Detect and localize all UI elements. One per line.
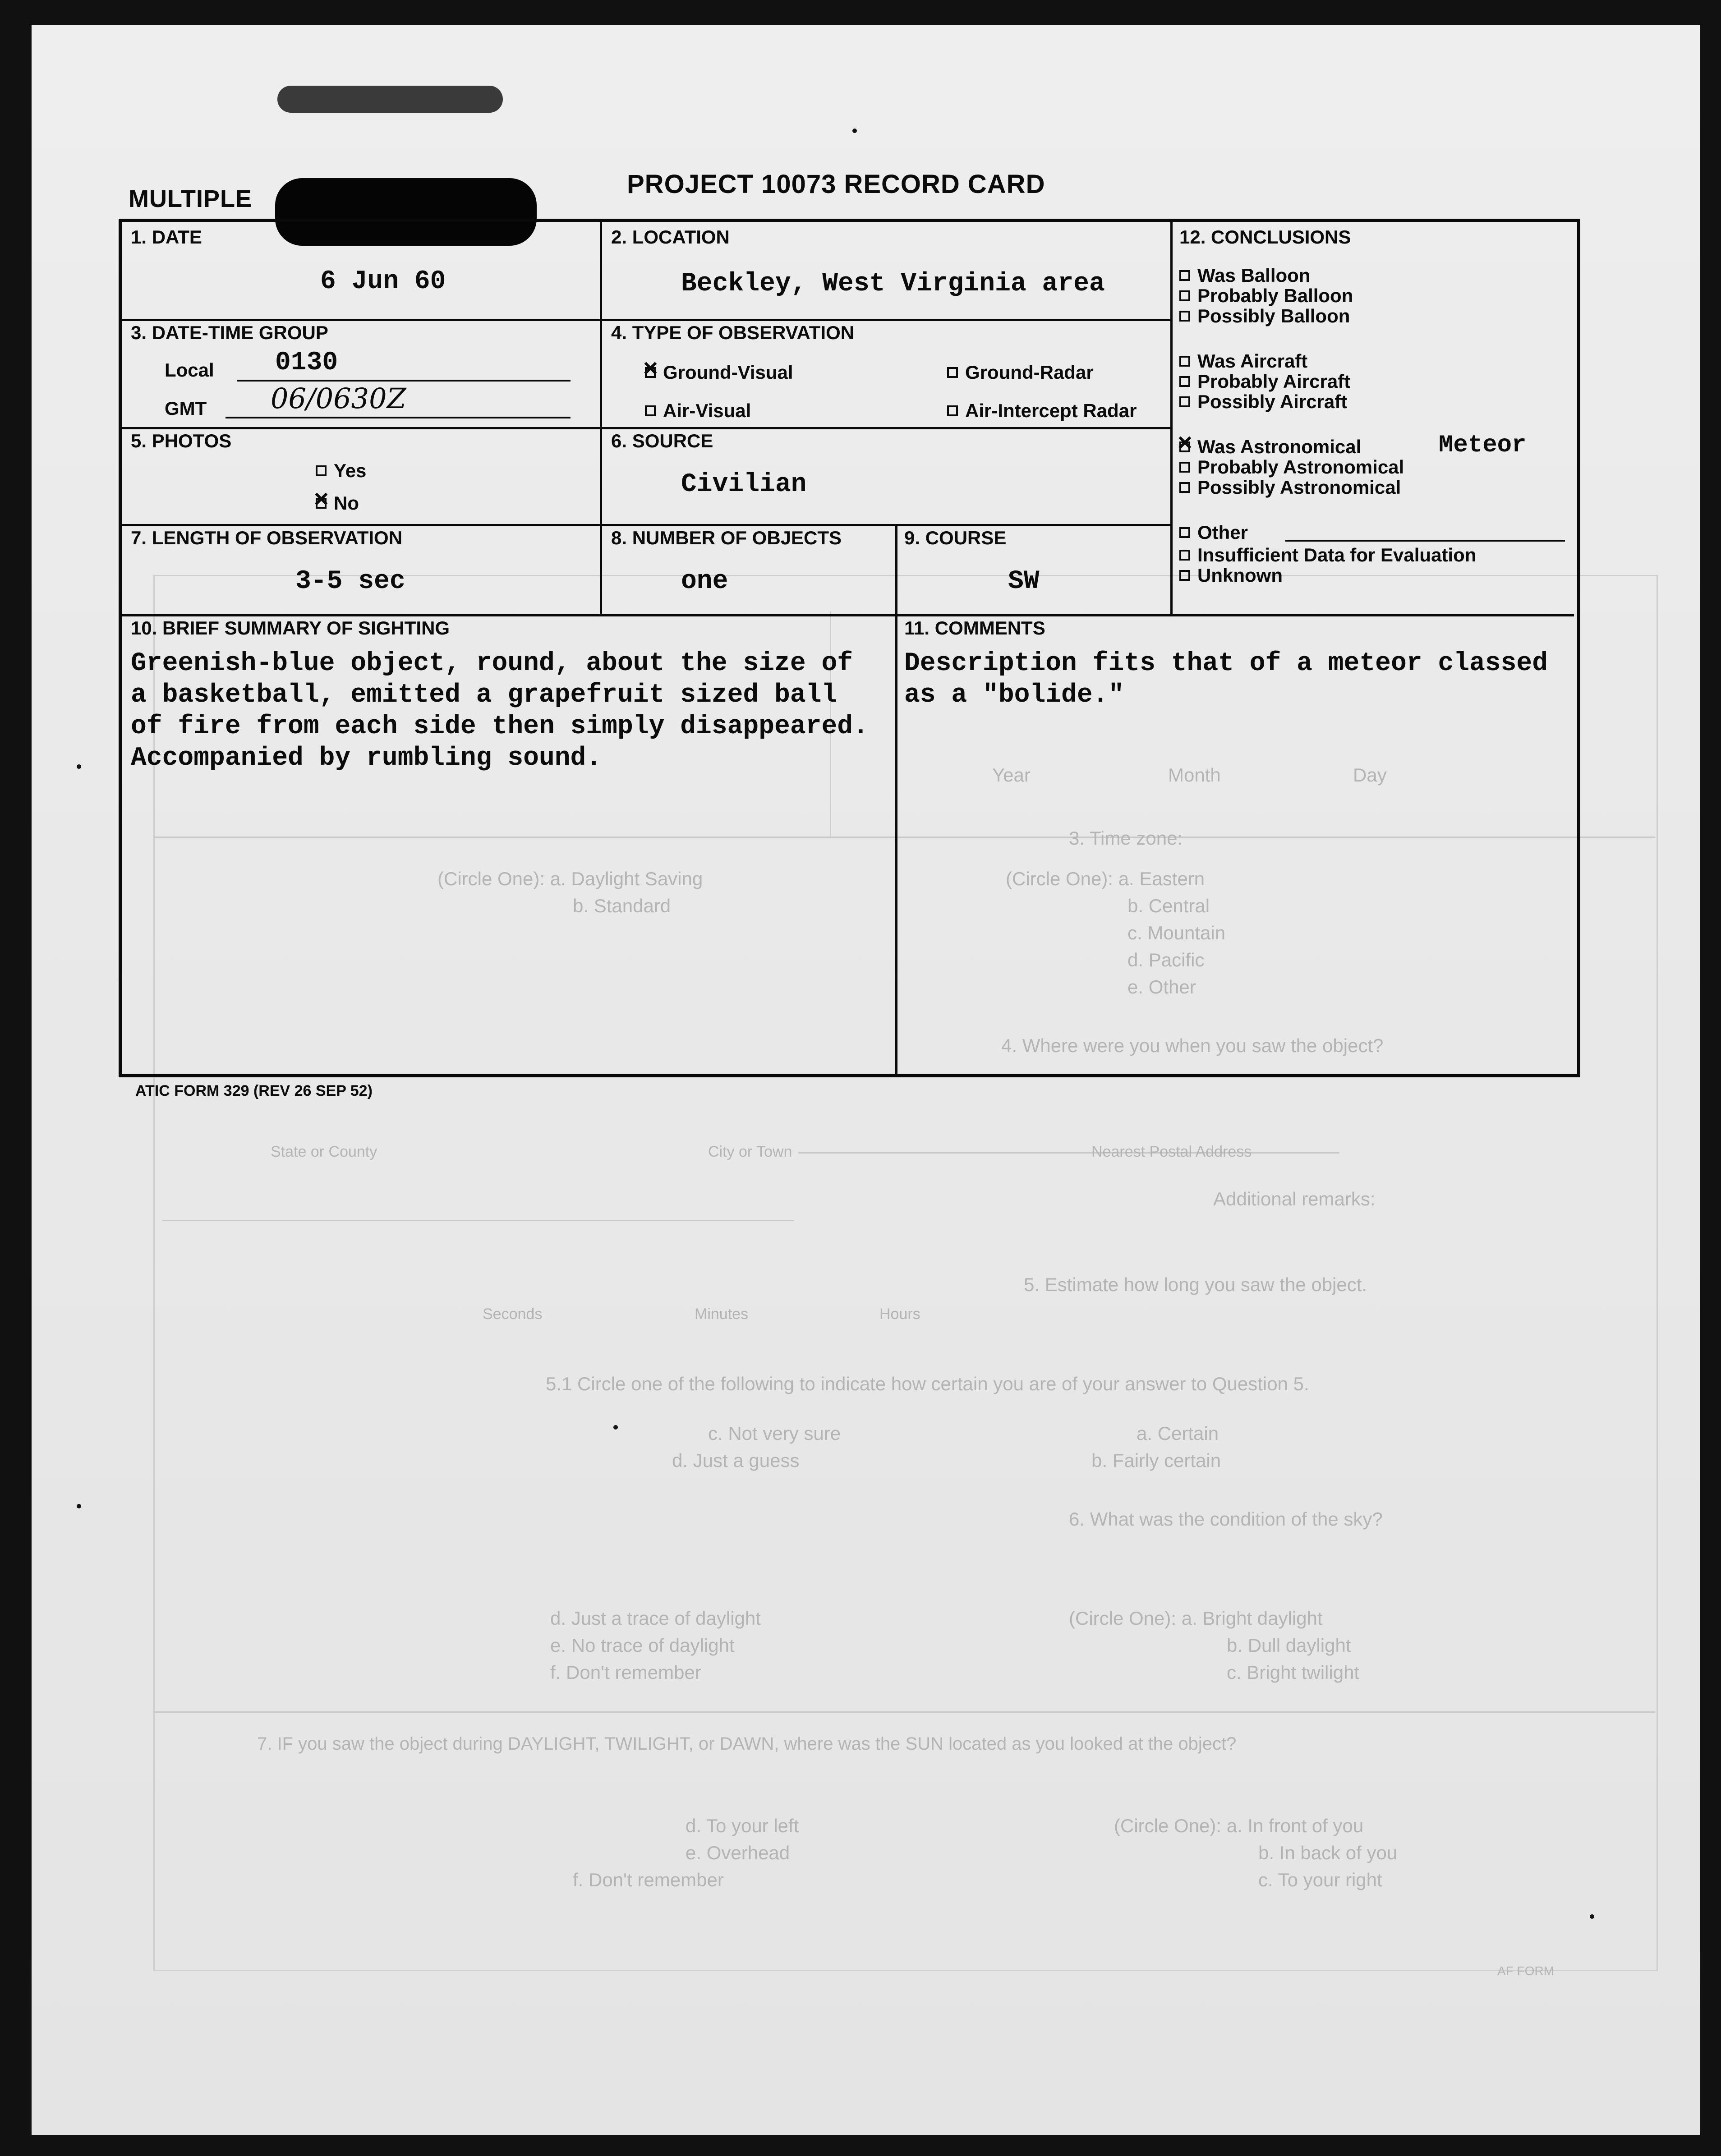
local-label: Local [165, 359, 214, 381]
row-divider [122, 524, 1170, 526]
bg-certain-d: d. Just a guess [672, 1450, 800, 1471]
row-divider [122, 427, 1170, 429]
conclusion-option-label: Insufficient Data for Evaluation [1197, 544, 1477, 565]
background-form-rule [798, 1152, 1339, 1154]
summary-label: 10. BRIEF SUMMARY OF SIGHTING [131, 617, 450, 639]
background-form-rule [153, 1711, 1655, 1713]
summary-text [131, 648, 869, 774]
bg-q7: 7. IF you saw the object during DAYLIGHT, TWILIGHT, or DAWN, where was the SUN located as you looked at the object? [257, 1734, 1237, 1754]
bg-city: City or Town [708, 1143, 792, 1160]
course-label: 9. COURSE [904, 527, 1007, 548]
conclusion-probably-balloon[interactable] [1179, 285, 1353, 307]
summary-line: of fire from each side then simply disappeared. [131, 712, 869, 741]
bg-day: Day [1353, 764, 1387, 786]
checkbox[interactable] [947, 405, 958, 416]
record-card-sheet [32, 25, 1700, 2135]
summary-line: a basketball, emitted a grapefruit sized ball [131, 680, 837, 710]
photos-yes-label: Yes [334, 460, 367, 481]
conclusion-option-label: Probably Balloon [1197, 285, 1353, 306]
bg-sun-a: (Circle One): a. In front of you [1114, 1815, 1364, 1836]
card-title: PROJECT 10073 RECORD CARD [627, 170, 1045, 199]
bg-certain-b: b. Fairly certain [1091, 1450, 1221, 1471]
gmt-label: GMT [165, 398, 207, 419]
checkbox[interactable] [1179, 462, 1190, 473]
checkbox[interactable] [316, 465, 327, 476]
bg-time-zone: 3. Time zone: [1069, 827, 1183, 849]
source-value: Civilian [681, 470, 807, 499]
bg-seconds: Seconds [483, 1306, 543, 1323]
checkbox[interactable] [645, 405, 656, 416]
obs-air-visual-label: Air-Visual [663, 400, 751, 421]
conclusion-other[interactable] [1179, 522, 1248, 543]
conclusion-option-label: Was Balloon [1197, 265, 1311, 286]
record-card-table [119, 219, 1580, 1077]
bg-month: Month [1168, 764, 1221, 786]
obs-ground-visual[interactable] [645, 362, 793, 383]
speck [1590, 1914, 1594, 1919]
obs-air-intercept[interactable] [947, 400, 1137, 422]
bg-q51: 5.1 Circle one of the following to indicate how certain you are of your answer to Question 5. [546, 1373, 1309, 1394]
bg-sun-f: f. Don't remember [573, 1869, 724, 1890]
form-number: ATIC FORM 329 (REV 26 SEP 52) [135, 1082, 373, 1099]
speck [613, 1425, 618, 1430]
checkbox-checked[interactable] [1179, 441, 1190, 452]
checkbox[interactable] [1179, 550, 1190, 561]
source-label: 6. SOURCE [611, 430, 713, 451]
bg-sun-d: d. To your left [686, 1815, 799, 1836]
conclusion-probably-aircraft[interactable] [1179, 371, 1350, 392]
bg-tz-c: c. Mountain [1127, 922, 1226, 943]
bg-tz-b: b. Central [1127, 895, 1210, 916]
conclusions-label: 12. CONCLUSIONS [1179, 226, 1351, 248]
bg-af-form: AF FORM [1497, 1964, 1554, 1978]
checkbox[interactable] [947, 367, 958, 378]
location-value: Beckley, West Virginia area [681, 269, 1105, 299]
bg-tz-d: d. Pacific [1127, 949, 1205, 970]
conclusion-option-label: Probably Astronomical [1197, 456, 1404, 478]
bg-sun-c: c. To your right [1258, 1869, 1382, 1890]
summary-line: Accompanied by rumbling sound. [131, 744, 602, 773]
bg-sky-b: b. Dull daylight [1227, 1635, 1351, 1656]
dtg-label: 3. DATE-TIME GROUP [131, 322, 328, 343]
conclusion-unknown[interactable] [1179, 565, 1283, 586]
bg-sky-c: c. Bright twilight [1227, 1662, 1360, 1683]
speck [77, 764, 81, 769]
speck [77, 1504, 81, 1508]
location-label: 2. LOCATION [611, 226, 730, 248]
checkbox[interactable] [1179, 356, 1190, 367]
photos-yes[interactable] [316, 460, 366, 482]
photos-no-label: No [334, 492, 359, 514]
conclusion-option-label: Possibly Balloon [1197, 305, 1350, 326]
comments-line: as a "bolide." [904, 680, 1124, 710]
comments-label: 11. COMMENTS [904, 617, 1045, 639]
obs-type-label: 4. TYPE OF OBSERVATION [611, 322, 855, 343]
gmt-underline [225, 417, 571, 418]
astronomical-note: Meteor [1439, 432, 1527, 459]
bg-tz-e: e. Other [1127, 976, 1196, 998]
conclusion-insufficient-data[interactable] [1179, 544, 1476, 566]
conclusion-option-label: Was Astronomical [1197, 436, 1362, 457]
bg-hours: Hours [879, 1306, 920, 1323]
background-form-rule [162, 1220, 794, 1221]
course-value: SW [1008, 567, 1040, 596]
row-divider [122, 319, 1170, 321]
summary-line: Greenish-blue object, round, about the size of [131, 649, 853, 678]
bg-year: Year [992, 764, 1031, 786]
checkbox-checked[interactable] [316, 498, 327, 509]
comments-line: Description fits that of a meteor classed [904, 649, 1548, 678]
photos-no[interactable] [316, 492, 359, 514]
conclusion-was-astronomical[interactable] [1179, 436, 1361, 458]
date-value: 6 Jun 60 [320, 267, 446, 296]
checkbox[interactable] [1179, 290, 1190, 301]
conclusion-option-label: Other [1197, 522, 1248, 543]
conclusion-option-label: Was Aircraft [1197, 350, 1308, 372]
length-value: 3-5 sec [295, 567, 405, 596]
bg-minutes: Minutes [695, 1306, 749, 1323]
category-label: MULTIPLE [129, 185, 252, 212]
bg-tz-a: (Circle One): a. Eastern [1006, 868, 1205, 889]
local-underline [237, 380, 571, 382]
bg-q4: 4. Where were you when you saw the object? [1001, 1035, 1384, 1056]
checkbox[interactable] [1179, 527, 1190, 538]
photos-label: 5. PHOTOS [131, 430, 232, 451]
comments-text [904, 648, 1548, 711]
bg-dst-b: b. Standard [573, 895, 671, 916]
conclusion-option-label: Probably Aircraft [1197, 371, 1351, 392]
col-divider [1170, 222, 1173, 614]
speck [852, 129, 857, 133]
checkbox-checked[interactable] [645, 367, 656, 378]
length-label: 7. LENGTH OF OBSERVATION [131, 527, 403, 548]
bg-q6: 6. What was the condition of the sky? [1069, 1508, 1383, 1530]
conclusion-was-balloon[interactable] [1179, 265, 1310, 286]
other-underline [1285, 540, 1565, 542]
gmt-value: 06/0630Z [271, 382, 406, 415]
conclusion-probably-astronomical[interactable] [1179, 456, 1404, 478]
bg-sky-f: f. Don't remember [550, 1662, 701, 1683]
bg-certain-c: c. Not very sure [708, 1423, 841, 1444]
conclusion-option-label: Possibly Aircraft [1197, 391, 1348, 412]
bg-sun-b: b. In back of you [1258, 1842, 1398, 1863]
bg-certain-a: a. Certain [1137, 1423, 1219, 1444]
bg-postal: Nearest Postal Address [1091, 1143, 1252, 1160]
num-objects-label: 8. NUMBER OF OBJECTS [611, 527, 842, 548]
obs-air-visual[interactable] [645, 400, 751, 422]
checkbox[interactable] [1179, 311, 1190, 322]
date-label: 1. DATE [131, 226, 202, 248]
bg-sun-e: e. Overhead [686, 1842, 790, 1863]
checkbox[interactable] [1179, 482, 1190, 493]
row-divider [122, 614, 1574, 616]
conclusion-possibly-balloon[interactable] [1179, 305, 1350, 327]
bg-q5: 5. Estimate how long you saw the object. [1024, 1274, 1367, 1295]
conclusion-option-label: Possibly Astronomical [1197, 477, 1401, 498]
conclusion-possibly-aircraft[interactable] [1179, 391, 1347, 413]
col-divider [600, 222, 602, 614]
top-smudge [277, 86, 503, 113]
obs-air-intercept-label: Air-Intercept Radar [965, 400, 1137, 421]
checkbox[interactable] [1179, 376, 1190, 387]
local-value: 0130 [275, 348, 338, 377]
bg-state: State or County [271, 1143, 377, 1160]
col-divider [895, 524, 897, 1074]
bg-remarks: Additional remarks: [1213, 1188, 1376, 1209]
obs-ground-radar-label: Ground-Radar [965, 362, 1094, 383]
conclusion-possibly-astronomical[interactable] [1179, 477, 1401, 498]
conclusion-option-label: Unknown [1197, 565, 1283, 586]
num-objects-value: one [681, 567, 728, 596]
conclusion-was-aircraft[interactable] [1179, 350, 1307, 372]
obs-ground-radar[interactable] [947, 362, 1094, 383]
bg-sky-d: d. Just a trace of daylight [550, 1608, 761, 1629]
checkbox[interactable] [1179, 270, 1190, 281]
bg-dst-a: (Circle One): a. Daylight Saving [437, 868, 703, 889]
checkbox[interactable] [1179, 396, 1190, 407]
obs-ground-visual-label: Ground-Visual [663, 362, 793, 383]
bg-sky-e: e. No trace of daylight [550, 1635, 735, 1656]
checkbox[interactable] [1179, 570, 1190, 581]
bg-sky-a: (Circle One): a. Bright daylight [1069, 1608, 1323, 1629]
